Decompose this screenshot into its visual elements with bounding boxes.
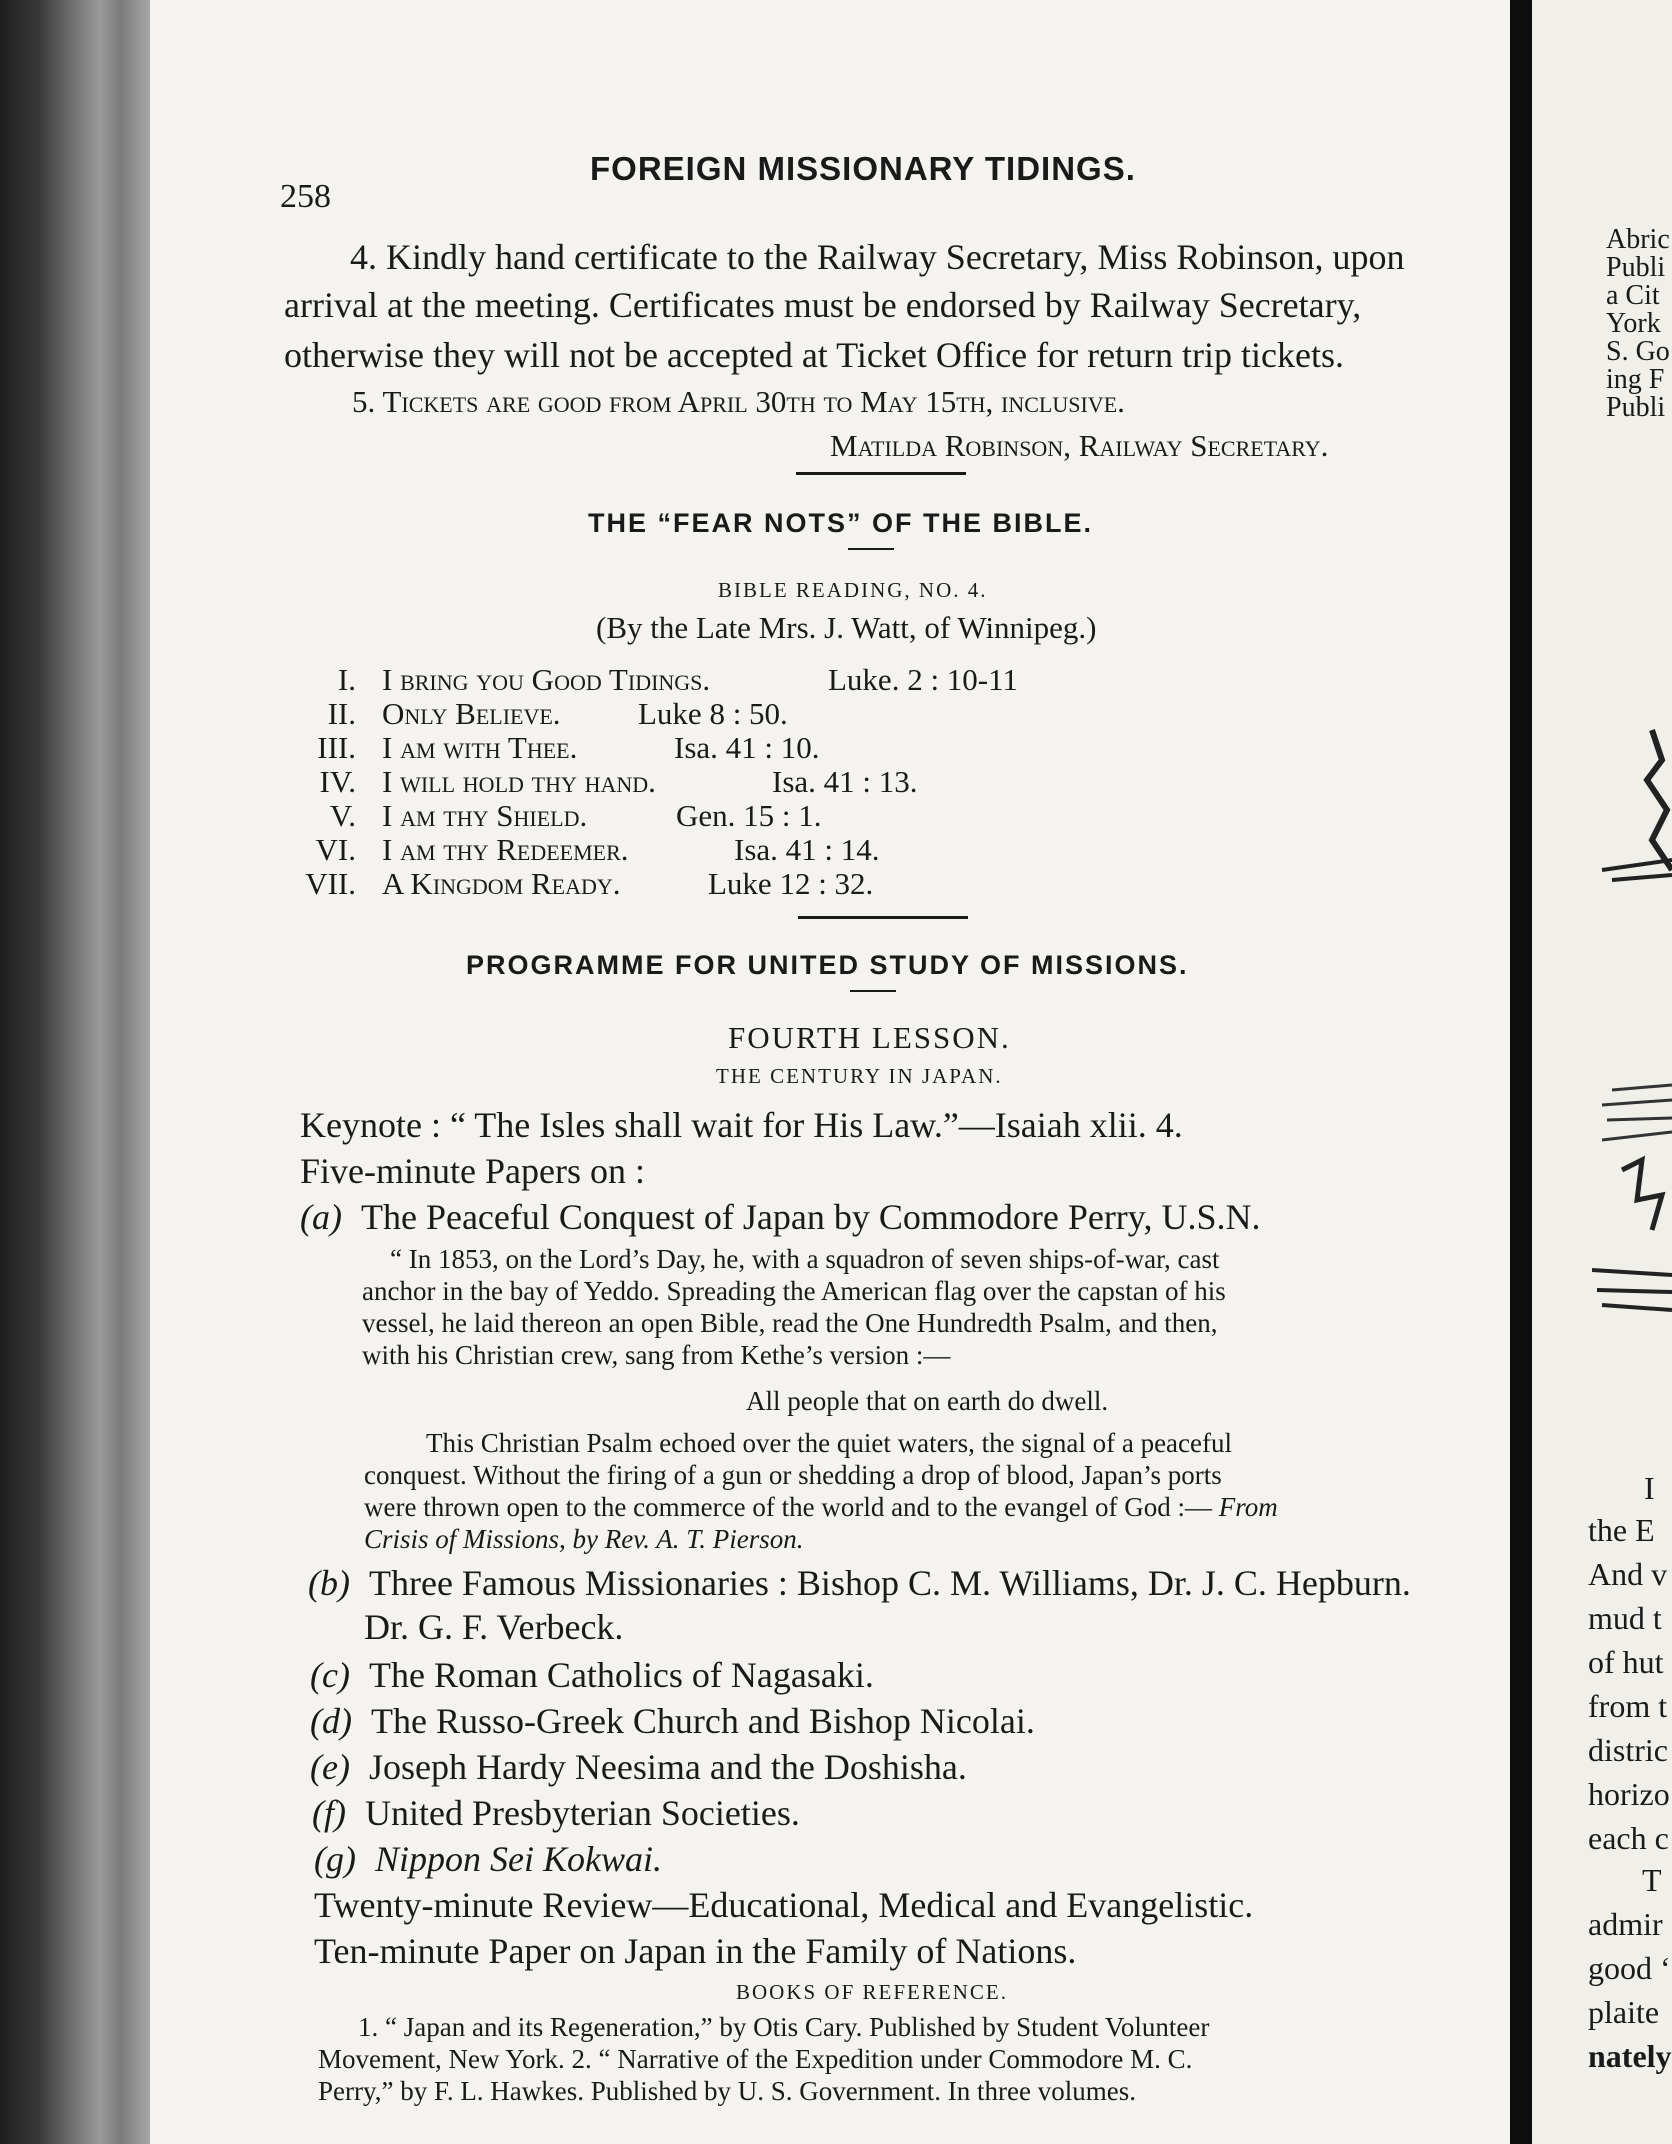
right-fragment: ing F [1606, 364, 1665, 395]
right-fragment: And v [1588, 1556, 1668, 1592]
list-item-ref: Isa. 41 : 10. [674, 730, 820, 765]
list-item-text: Only Believe. [382, 696, 561, 731]
lesson-subtitle: THE CENTURY IN JAPAN. [716, 1064, 1003, 1088]
right-fragment: admir [1588, 1906, 1663, 1942]
notice-signature: Matilda Robinson, Railway Secretary. [830, 428, 1329, 463]
list-item-text: I am thy Redeemer. [382, 832, 629, 867]
list-item-text: I will hold thy hand. [382, 764, 656, 799]
programme-title: PROGRAMME FOR UNITED STUDY OF MISSIONS. [466, 950, 1189, 980]
item-label: (g) [314, 1839, 356, 1879]
programme-item-f [312, 1792, 800, 1834]
list-item-number: V. [329, 798, 356, 833]
list-item-number: IV. [319, 764, 356, 799]
right-fragment: distric [1588, 1732, 1668, 1768]
list-item-number: III. [317, 730, 356, 765]
right-fragment: good ‘ [1588, 1950, 1671, 1986]
list-item-number: I. [337, 662, 356, 697]
programme-item-g [314, 1838, 662, 1880]
quote-line-3: vessel, he laid thereon an open Bible, read the One Hundredth Psalm, and then, [362, 1308, 1218, 1338]
five-minute-heading: Five-minute Papers on : [300, 1151, 645, 1191]
programme-item-b-cont: Dr. G. F. Verbeck. [364, 1607, 624, 1647]
paragraph-line-1: This Christian Psalm echoed over the quiet waters, the signal of a peaceful [426, 1428, 1233, 1458]
fear-nots-title: THE “FEAR NOTS” OF THE BIBLE. [588, 508, 1094, 538]
section-divider [796, 472, 966, 475]
running-head: FOREIGN MISSIONARY TIDINGS. [590, 150, 1136, 187]
item-text: Three Famous Missionaries : Bishop C. M. Williams, Dr. J. C. Hepburn. [368, 1563, 1411, 1603]
keynote: Keynote : “ The Isles shall wait for His Law.”—Isaiah xlii. 4. [300, 1105, 1183, 1145]
books-line-3: Perry,” by F. L. Hawkes. Published by U. S. Government. In three volumes. [318, 2076, 1136, 2106]
right-fragment: the E [1588, 1512, 1655, 1548]
right-fragment: a Cit [1606, 280, 1660, 311]
right-fragment: S. Go [1606, 336, 1670, 367]
notice-line-2: arrival at the meeting. Certificates must be endorsed by Railway Secretary, [284, 285, 1362, 325]
right-fragment: T [1642, 1862, 1662, 1898]
list-item-number: II. [327, 696, 356, 731]
right-fragment: I [1644, 1470, 1655, 1506]
programme-item-e [310, 1746, 967, 1788]
right-fragment: horizo [1588, 1776, 1670, 1812]
list-item-ref: Isa. 41 : 14. [734, 832, 880, 867]
right-fragment: plaite [1588, 1994, 1660, 2030]
quote-line-1: “ In 1853, on the Lord’s Day, he, with a squadron of seven ships-of-war, cast [390, 1244, 1220, 1274]
bible-reading-subtitle: BIBLE READING, NO. 4. [718, 578, 988, 602]
item-text: Joseph Hardy Neesima and the Doshisha. [368, 1747, 967, 1787]
paragraph-text: were thrown open to the commerce of the world and to the evangel of God :— [364, 1492, 1212, 1522]
hymn-line: All people that on earth do dwell. [746, 1386, 1109, 1416]
list-item-ref: Luke 8 : 50. [638, 696, 788, 731]
item-text: The Peaceful Conquest of Japan by Commodore Perry, U.S.N. [360, 1197, 1261, 1237]
illustration-fragment [1592, 700, 1672, 1320]
item-label: (f) [312, 1793, 346, 1833]
right-fragment: mud t [1588, 1600, 1662, 1636]
list-item-number: VI. [315, 832, 356, 867]
page-number: 258 [280, 178, 331, 215]
item-label: (b) [308, 1563, 350, 1603]
review-line: Twenty-minute Review—Educational, Medical and Evangelistic. [314, 1885, 1254, 1925]
ten-minute-line: Ten-minute Paper on Japan in the Family of Nations. [314, 1931, 1077, 1971]
notice-item-5: 5. Tickets are good from April 30th to May 15th, inclusive. [352, 384, 1125, 419]
right-fragment: Publi [1606, 392, 1666, 423]
right-fragment: each c [1588, 1820, 1669, 1856]
notice-line-1: 4. Kindly hand certificate to the Railway Secretary, Miss Robinson, upon [350, 237, 1405, 277]
quote-line-4: with his Christian crew, sang from Kethe’s version :— [362, 1340, 951, 1370]
section-divider [798, 916, 968, 919]
item-label: (d) [310, 1701, 352, 1741]
item-text: Nippon Sei Kokwai. [374, 1839, 662, 1879]
lesson-title: FOURTH LESSON. [728, 1020, 1011, 1055]
book-gutter [1510, 0, 1532, 2144]
citation: Crisis of Missions, by Rev. A. T. Pierson. [364, 1524, 804, 1554]
quote-line-2: anchor in the bay of Yeddo. Spreading the American flag over the capstan of his [362, 1276, 1226, 1306]
right-fragment: York [1606, 308, 1661, 339]
paragraph-line-2: conquest. Without the firing of a gun or shedding a drop of blood, Japan’s ports [364, 1460, 1222, 1490]
list-item-ref: Luke. 2 : 10-11 [828, 662, 1018, 697]
list-item-number: VII. [305, 866, 356, 901]
bible-reading-byline: (By the Late Mrs. J. Watt, of Winnipeg.) [596, 610, 1097, 645]
notice-line-3: otherwise they will not be accepted at Ticket Office for return trip tickets. [284, 335, 1345, 375]
programme-item-a [300, 1196, 1260, 1238]
books-line-1: 1. “ Japan and its Regeneration,” by Otis Cary. Published by Student Volunteer [358, 2012, 1210, 2042]
short-rule [848, 548, 894, 550]
paragraph-line-3 [364, 1492, 1278, 1523]
books-heading: BOOKS OF REFERENCE. [736, 1980, 1008, 2004]
list-item-ref: Luke 12 : 32. [708, 866, 874, 901]
right-fragment: from t [1588, 1688, 1668, 1724]
item-label: (a) [300, 1197, 342, 1237]
books-line-2: Movement, New York. 2. “ Narrative of the Expedition under Commodore M. C. [318, 2044, 1193, 2074]
programme-item-d [310, 1700, 1035, 1742]
item-label: (e) [310, 1747, 350, 1787]
list-item-text: A Kingdom Ready. [382, 866, 621, 901]
programme-item-c [310, 1654, 874, 1696]
programme-item-b [308, 1562, 1411, 1604]
right-fragment: Abric [1606, 224, 1670, 255]
item-text: The Roman Catholics of Nagasaki. [368, 1655, 874, 1695]
list-item-ref: Isa. 41 : 13. [772, 764, 918, 799]
list-item-text: I am thy Shield. [382, 798, 588, 833]
item-text: The Russo-Greek Church and Bishop Nicolai. [370, 1701, 1035, 1741]
right-fragment: Publi [1606, 252, 1666, 283]
item-label: (c) [310, 1655, 350, 1695]
list-item-ref: Gen. 15 : 1. [676, 798, 822, 833]
citation-from: From [1218, 1492, 1278, 1522]
list-item-text: I am with Thee. [382, 730, 578, 765]
list-item-text: I bring you Good Tidings. [382, 662, 711, 697]
right-fragment: of hut [1588, 1644, 1664, 1680]
right-fragment: nately [1588, 2038, 1672, 2074]
right-page-fragment [1532, 0, 1672, 2144]
item-text: United Presbyterian Societies. [364, 1793, 800, 1833]
short-rule [850, 990, 896, 992]
